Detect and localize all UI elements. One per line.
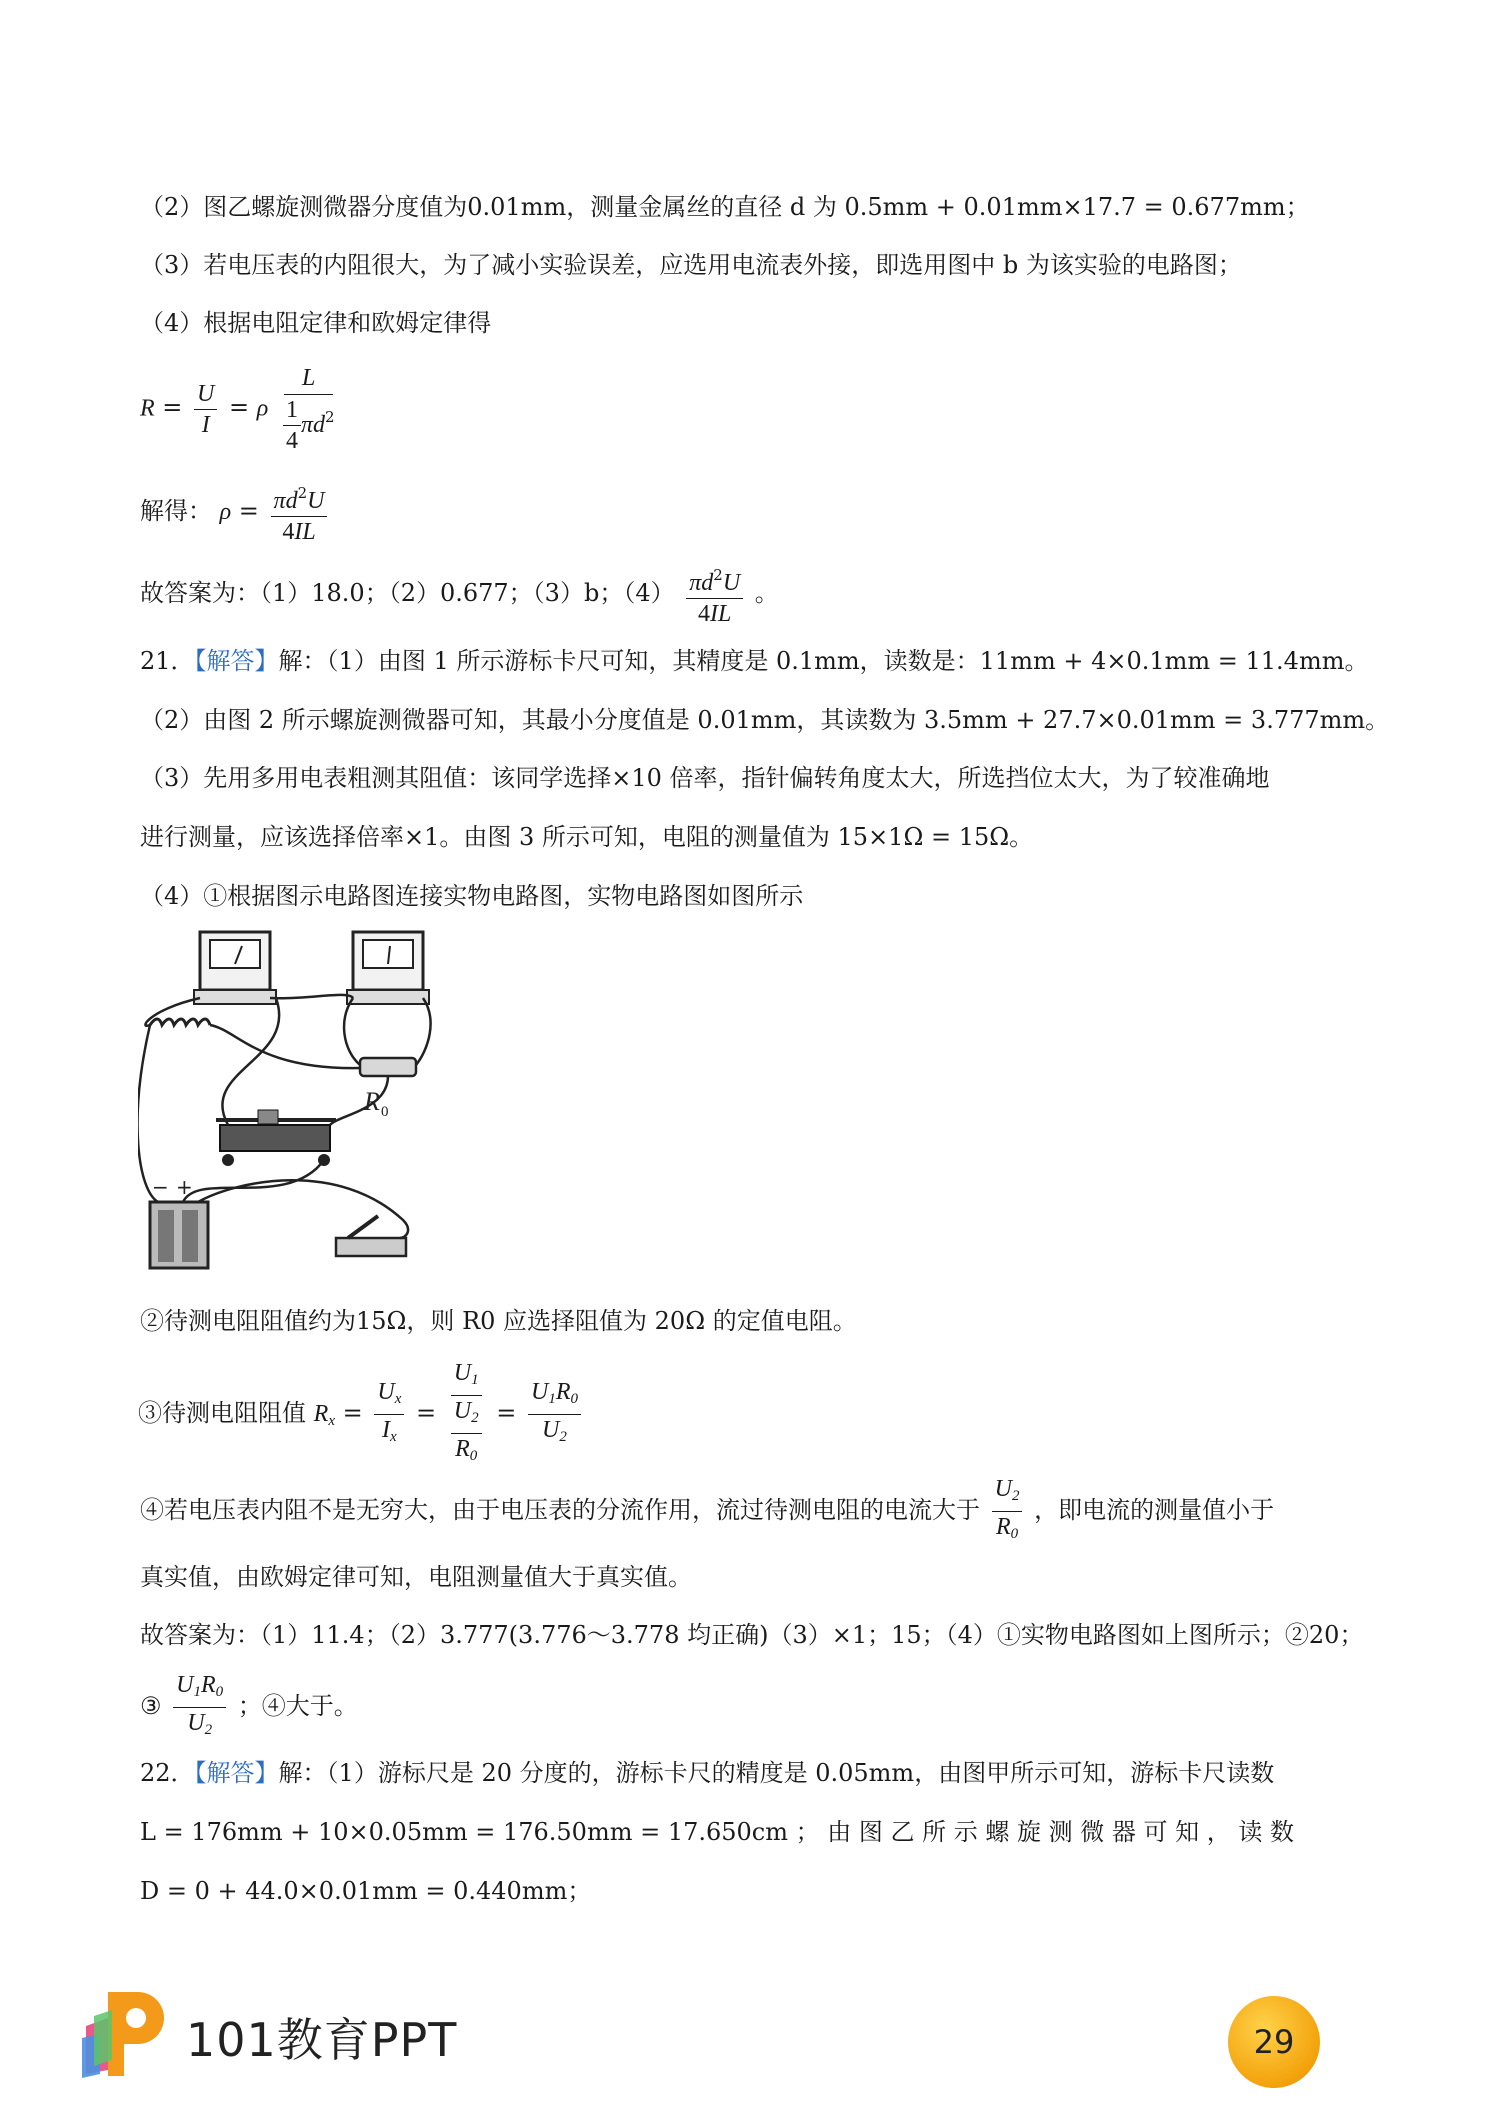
- coil: [150, 1019, 210, 1025]
- q21-line-7: ③待测电阻阻值 $R_x$ = $\frac{U_x}{I_x}$ = $\frac{U_1}{\frac{U_2}{R_0}}$ = $\frac{U_1R_0}{U_2}$: [138, 1358, 585, 1471]
- brand-logo-icon: [78, 1986, 174, 2082]
- q21-line-5: （4）①根据图示电路图连接实物电路图，实物电路图如图所示: [140, 882, 804, 910]
- voltmeter-1: [194, 932, 276, 1004]
- voltmeter-2: [347, 932, 429, 1004]
- q21-number: 21．: [140, 647, 195, 675]
- rheostat: [216, 1110, 336, 1166]
- answer-20-text: 故答案为：（1）18.0；（2）0.677；（3）b；（4）: [140, 579, 675, 607]
- answer-line-3: （3）若电压表的内阻很大，为了减小实验误差，应选用电流表外接，即选用图中 b 为该实验的电路图；: [140, 251, 1242, 279]
- q22-line-2: L = 176mm + 10×0.05mm = 176.50mm = 17.650cm ； 由 图 乙 所 示 螺 旋 测 微 器 可 知 ， 读 数: [140, 1818, 1295, 1846]
- q21-text-8a: ④若电压表内阻不是无穷大，由于电压表的分流作用，流过待测电阻的电流大于: [140, 1496, 980, 1524]
- q22-text-1: 解：（1）游标尺是 20 分度的，游标卡尺的精度是 0.05mm，由图甲所示可知，游标卡尺读数: [278, 1759, 1275, 1787]
- q22-tag: 【解答】: [194, 1759, 279, 1787]
- solve-label: 解得：: [140, 497, 212, 525]
- switch: [336, 1216, 406, 1256]
- q21-ans2-suffix: ；④大于。: [237, 1692, 358, 1720]
- q21-text-8b: ，即电流的测量值小于: [1034, 1496, 1275, 1524]
- q22-line-3: D = 0 + 44.0×0.01mm = 0.440mm；: [140, 1877, 592, 1905]
- fixed-resistor-r0: [360, 1058, 416, 1120]
- battery: [150, 1175, 208, 1268]
- answer-line-4: （4）根据电阻定律和欧姆定律得: [140, 309, 492, 337]
- q22-line-1: [140, 1756, 1274, 1790]
- q21-answer-2: ③ $\frac{U_1R_0}{U_2}$ ；④大于。: [140, 1672, 358, 1738]
- svg-text:0: 0: [381, 1104, 389, 1120]
- q21-line-2: （2）由图 2 所示螺旋测微器可知，其最小分度值是 0.01mm，其读数为 3.5mm + 27.7×0.01mm = 3.777mm。: [140, 706, 1390, 734]
- brand-name: 101教育PPT: [186, 2013, 458, 2067]
- q21-text-1: 解：（1）由图 1 所示游标卡尺可知，其精度是 0.1mm，读数是：11mm + 4×0.1mm = 11.4mm。: [278, 647, 1369, 675]
- circuit-figure: [138, 920, 438, 1272]
- battery-plus: +: [176, 1175, 193, 1199]
- battery-minus: −: [152, 1175, 169, 1199]
- resistance-formula: R = $\frac{U}{I}$ = ρ L $\frac{1}{4}$ $\pi d^2$: [140, 362, 342, 456]
- solve-line: 解得： ρ = $\frac{\pi d^2U}{4IL}$: [140, 478, 331, 547]
- answer-20-line: 故答案为：（1）18.0；（2）0.677；（3）b；（4） $\frac{\pi d^2U}{4IL}$ 。: [140, 560, 779, 629]
- q21-line-4: 进行测量，应该选择倍率×1。由图 3 所示可知，电阻的测量值为 15×1Ω = 15Ω。: [140, 823, 1034, 851]
- q21-line-6: ②待测电阻阻值约为15Ω，则 R0 应选择阻值为 20Ω 的定值电阻。: [140, 1307, 857, 1335]
- q21-line-1: [140, 644, 1368, 678]
- r0-label: R: [364, 1087, 380, 1116]
- q21-ans2-prefix: ③: [140, 1692, 162, 1720]
- q21-line-9: 真实值，由欧姆定律可知，电阻测量值大于真实值。: [140, 1563, 692, 1591]
- q21-tag: 【解答】: [194, 647, 279, 675]
- q22-number: 22．: [140, 1759, 195, 1787]
- answer-line-2: （2）图乙螺旋测微器分度值为0.01mm，测量金属丝的直径 d 为 0.5mm + 0.01mm×17.7 = 0.677mm；: [140, 193, 1310, 221]
- q21-answer-1: 故答案为：（1）11.4；（2）3.777(3.776～3.778 均正确)（3）×1；15；（4）①实物电路图如上图所示；②20；: [140, 1621, 1364, 1649]
- q21-line-8: ④若电压表内阻不是无穷大，由于电压表的分流作用，流过待测电阻的电流大于 $\frac{U_2}{R_0}$ ，即电流的测量值小于: [140, 1476, 1275, 1542]
- answer-20-suffix: 。: [754, 579, 779, 607]
- q21-line-3: （3）先用多用电表粗测其阻值：该同学选择×10 倍率，指针偏转角度太大，所选挡位太大，为了较准确地: [140, 764, 1270, 792]
- q21-text-7: ③待测电阻阻值: [138, 1399, 306, 1427]
- page-number: 29: [1228, 1996, 1320, 2088]
